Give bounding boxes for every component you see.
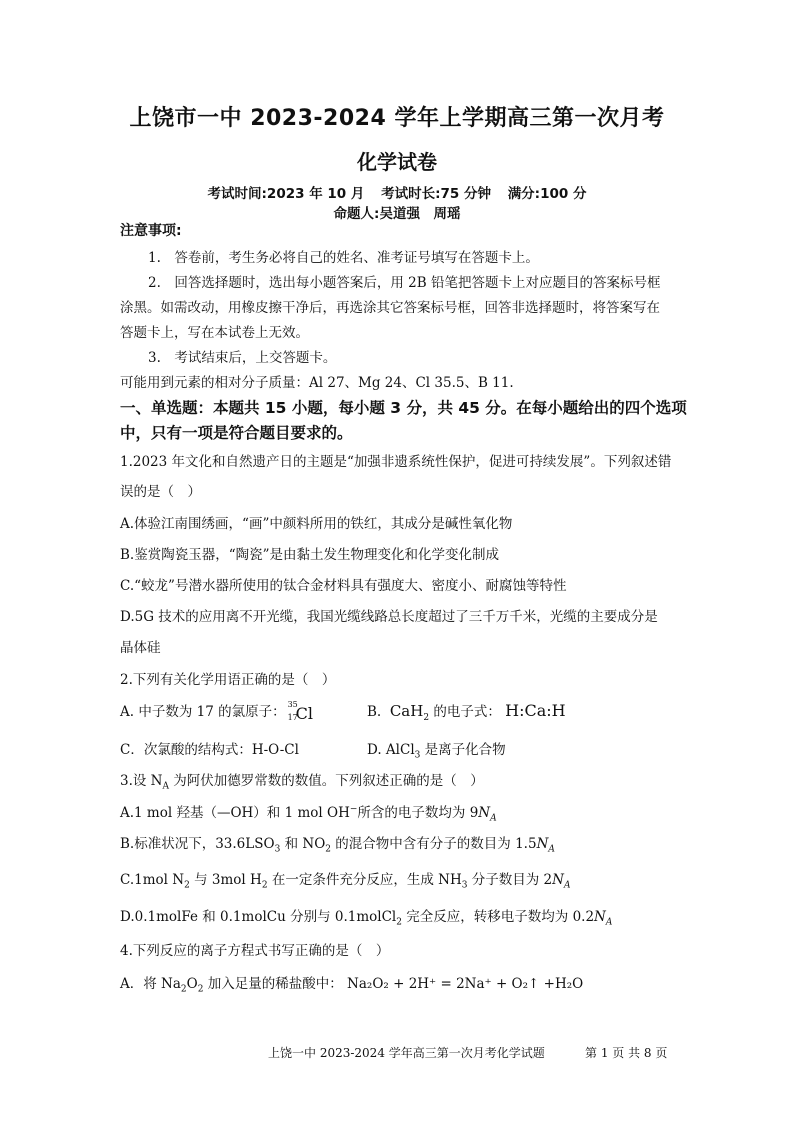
q2-option-d: D. AlCl$_3$ 是离子化合物 (367, 742, 506, 761)
q4-option-a: A．将 $Na_2O_2$ 加入足量的稀盐酸中： Na₂O₂ + 2H⁺ = 2Na⁺ + O₂↑ +H₂O (120, 976, 584, 995)
exam-title: 上饶市一中 2023-2024 学年上学期高三第一次月考 (129, 106, 665, 131)
q4-stem: 4.下列反应的离子方程式书写正确的是（ ） (120, 943, 390, 959)
notice-item-2-cont: 涂黑。如需改动，用橡皮擦干净后，再选涂其它答案标号框，回答非选择题时，将答案写在 (120, 300, 660, 316)
notice-heading: 注意事项: (120, 223, 182, 239)
q3-option-c: C.1mol $N_2$ 与 3mol $H_2$ 在一定条件充分反应，生成 $NH_3$ 分子数目为 $2N_A$ (120, 872, 571, 891)
relative-masses: 可能用到元素的相对分子质量：Al 27、Mg 24、Cl 35.5、B 11. (120, 375, 514, 391)
q3-option-a: A.1 mol 羟基（—OH）和 1 mol OH−所含的电子数均为 $9N_A$ (120, 804, 497, 824)
q1-option-c: C.“蛟龙”号潜水器所使用的钛合金材料具有强度大、密度小、耐腐蚀等特性 (120, 578, 567, 594)
section-heading-line1: 一、单选题：本题共 15 小题，每小题 3 分，共 45 分。在每小题给出的四个选项 (120, 399, 687, 417)
exam-duration: 考试时长:75 分钟 (381, 186, 491, 202)
q3-option-b: B.标准状况下，$33.6LSO_3$ 和 $NO_2$ 的混合物中含有分子的数目为 $1.5N_A$ (120, 836, 555, 855)
q3-option-d: D.0.1molFe 和 0.1molCu 分别与 0.1molCl$_2$ 完全反应，转移电子数均为 $0.2N_A$ (120, 909, 613, 928)
electron-formula: H:Ca:H (505, 701, 566, 720)
q1-option-a: A.体验江南围绣画，“画”中颜料所用的铁红，其成分是碱性氧化物 (120, 516, 513, 532)
notice-item-2: 2. 回答选择题时，选出每小题答案后，用 2B 铅笔把答题卡上对应题目的答案标号框 (148, 275, 661, 291)
q1-option-d-line1: D.5G 技术的应用离不开光缆，我国光缆线路总长度超过了三千万千米，光缆的主要成分是 (120, 609, 658, 625)
exam-authors: 命题人:吴道强 周瑶 (333, 206, 461, 222)
q1-option-d-line2: 晶体硅 (120, 640, 161, 656)
q2-option-b: B. CaH$_2$ 的电子式： H:Ca:H (367, 701, 566, 723)
section-heading-line2: 中，只有一项是符合题目要求的。 (120, 424, 353, 442)
notice-item-1: 1. 答卷前，考生务必将自己的姓名、准考证号填写在答题卡上。 (148, 250, 539, 266)
chlorine-nuclide: 35 17 Cl (287, 699, 313, 723)
q3-stem: 3.设 $N_A$ 为阿伏加德罗常数的数值。下列叙述正确的是（ ） (120, 773, 484, 792)
q2-option-a: A. 中子数为 17 的氯原子： 35 17 Cl (120, 699, 313, 723)
notice-item-2-cont2: 答题卡上，写在本试卷上无效。 (120, 325, 309, 341)
exam-info-line (0, 182, 794, 202)
q1-stem-line2: 误的是（ ） (120, 484, 201, 500)
notice-item-3: 3. 考试结束后，上交答题卡。 (148, 350, 337, 366)
q1-stem-line1: 1.2023 年文化和自然遗产日的主题是“加强非遗系统性保护，促进可持续发展”。下列叙述错 (120, 454, 672, 470)
page-number: 第 1 页 共 8 页 (585, 1046, 668, 1060)
q2-stem: 2.下列有关化学用语正确的是（ ） (120, 672, 336, 688)
q2-option-c: C．次氯酸的结构式：H-O-Cl (120, 742, 299, 758)
ionic-equation: Na₂O₂ + 2H⁺ = 2Na⁺ + O₂↑ +H₂O (347, 976, 584, 992)
q1-option-b: B.鉴赏陶瓷玉器，“陶瓷”是由黏土发生物理变化和化学变化制成 (120, 547, 500, 563)
exam-subject: 化学试卷 (357, 150, 437, 174)
exam-time: 考试时间:2023 年 10 月 (207, 186, 365, 202)
exam-full-score: 满分:100 分 (507, 186, 587, 202)
footer-title: 上饶一中 2023-2024 学年高三第一次月考化学试题 (268, 1046, 545, 1060)
